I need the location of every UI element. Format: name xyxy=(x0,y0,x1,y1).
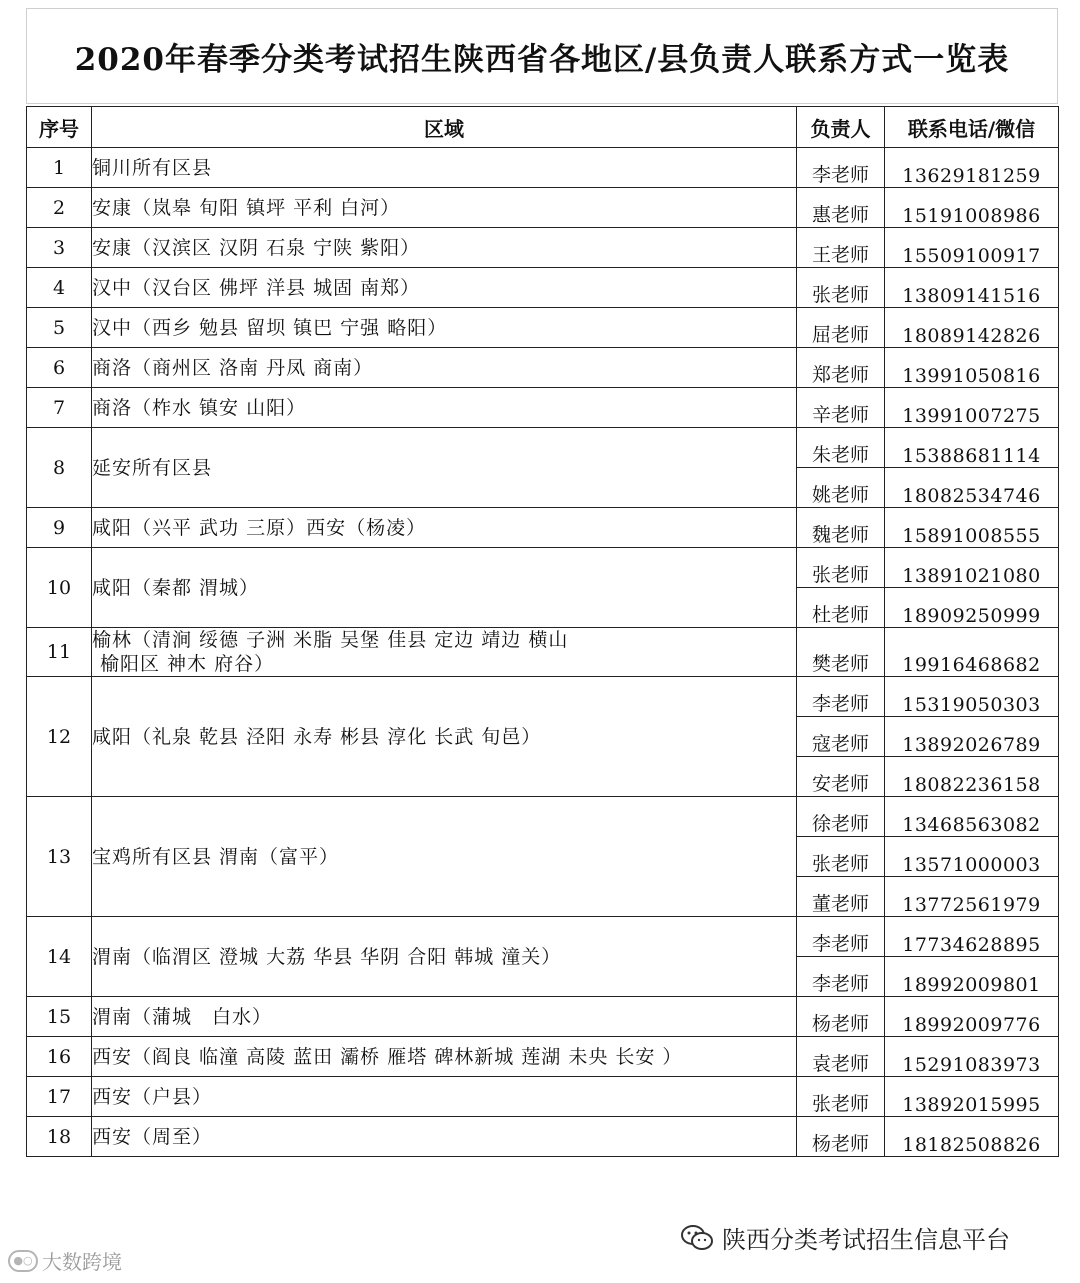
row-region xyxy=(92,148,797,188)
contact-person: 王老师 xyxy=(797,228,885,268)
table-row xyxy=(27,628,1059,677)
contact-phone: 18909250999 xyxy=(885,588,1059,628)
contact-phone: 18992009801 xyxy=(885,957,1059,997)
row-region xyxy=(92,1077,797,1117)
watermark-left xyxy=(8,1246,122,1275)
row-region xyxy=(92,348,797,388)
row-region xyxy=(92,1117,797,1157)
region-line: 安康（汉滨区 汉阴 石泉 宁陕 紫阳） xyxy=(92,236,421,259)
contact-phone: 15291083973 xyxy=(885,1037,1059,1077)
table-row xyxy=(27,797,1059,837)
row-region xyxy=(92,268,797,308)
row-region xyxy=(92,508,797,548)
row-number: 8 xyxy=(27,428,92,508)
header-region: 区域 xyxy=(92,107,797,148)
contact-person: 杨老师 xyxy=(797,1117,885,1157)
row-number: 10 xyxy=(27,548,92,628)
contact-phone: 13629181259 xyxy=(885,148,1059,188)
watermark-left-text: 大数跨境 xyxy=(42,1250,122,1274)
row-number: 18 xyxy=(27,1117,92,1157)
contact-phone: 15509100917 xyxy=(885,228,1059,268)
contact-person: 杨老师 xyxy=(797,997,885,1037)
row-region xyxy=(92,548,797,628)
contact-phone: 13809141516 xyxy=(885,268,1059,308)
contact-phone: 13571000003 xyxy=(885,837,1059,877)
contact-person: 李老师 xyxy=(797,917,885,957)
table-row xyxy=(27,1037,1059,1077)
row-region xyxy=(92,997,797,1037)
contact-person: 徐老师 xyxy=(797,797,885,837)
table-row xyxy=(27,1117,1059,1157)
table-row xyxy=(27,228,1059,268)
region-line: 咸阳（礼泉 乾县 泾阳 永寿 彬县 淳化 长武 旬邑） xyxy=(92,725,542,748)
region-line: 汉中（汉台区 佛坪 洋县 城固 南郑） xyxy=(92,276,421,299)
contact-person: 袁老师 xyxy=(797,1037,885,1077)
row-number: 16 xyxy=(27,1037,92,1077)
table-body xyxy=(27,148,1059,1157)
table-row xyxy=(27,1077,1059,1117)
contact-phone: 13991050816 xyxy=(885,348,1059,388)
table-row xyxy=(27,677,1059,717)
contact-phone: 13892026789 xyxy=(885,717,1059,757)
wechat-icon xyxy=(680,1223,714,1253)
contact-person: 辛老师 xyxy=(797,388,885,428)
contact-person: 魏老师 xyxy=(797,508,885,548)
watermark-right-text: 陕西分类考试招生信息平台 xyxy=(722,1226,1010,1254)
header-phone: 联系电话/微信 xyxy=(885,107,1059,148)
contact-person: 朱老师 xyxy=(797,428,885,468)
contact-person: 姚老师 xyxy=(797,468,885,508)
row-region xyxy=(92,228,797,268)
contact-phone: 15388681114 xyxy=(885,428,1059,468)
table-row xyxy=(27,388,1059,428)
contact-phone: 18089142826 xyxy=(885,308,1059,348)
watermark-right xyxy=(680,1220,1010,1255)
contact-phone: 18992009776 xyxy=(885,997,1059,1037)
contact-person: 屈老师 xyxy=(797,308,885,348)
row-number: 1 xyxy=(27,148,92,188)
contact-phone: 13772561979 xyxy=(885,877,1059,917)
brand-logo-icon: ●○ xyxy=(8,1250,38,1272)
region-line: 安康（岚皋 旬阳 镇坪 平利 白河） xyxy=(92,196,401,219)
contact-person: 郑老师 xyxy=(797,348,885,388)
region-line: 西安（周至） xyxy=(92,1125,213,1148)
table-row xyxy=(27,268,1059,308)
region-line: 西安（户县） xyxy=(92,1085,213,1108)
region-line: 咸阳（兴平 武功 三原）西安（杨凌） xyxy=(92,516,427,539)
row-number: 9 xyxy=(27,508,92,548)
contact-person: 董老师 xyxy=(797,877,885,917)
contact-person: 杜老师 xyxy=(797,588,885,628)
table-row xyxy=(27,428,1059,468)
contact-person: 寇老师 xyxy=(797,717,885,757)
row-number: 11 xyxy=(27,628,92,677)
contact-phone: 15191008986 xyxy=(885,188,1059,228)
row-number: 6 xyxy=(27,348,92,388)
region-line: 渭南（临渭区 澄城 大荔 华县 华阴 合阳 韩城 潼关） xyxy=(92,945,562,968)
region-line: 商洛（柞水 镇安 山阳） xyxy=(92,396,307,419)
header-person: 负责人 xyxy=(797,107,885,148)
region-line: 榆阳区 神木 府谷） xyxy=(100,653,275,675)
row-region xyxy=(92,428,797,508)
table-row xyxy=(27,548,1059,588)
row-number: 13 xyxy=(27,797,92,917)
row-number: 17 xyxy=(27,1077,92,1117)
region-line: 延安所有区县 xyxy=(92,456,213,479)
contact-person: 张老师 xyxy=(797,837,885,877)
region-line: 西安（阎良 临潼 高陵 蓝田 灞桥 雁塔 碑林新城 莲湖 未央 长安 ） xyxy=(92,1045,683,1068)
contact-person: 李老师 xyxy=(797,677,885,717)
region-line: 汉中（西乡 勉县 留坝 镇巴 宁强 略阳） xyxy=(92,316,448,339)
row-region xyxy=(92,628,797,677)
table-row xyxy=(27,348,1059,388)
row-number: 2 xyxy=(27,188,92,228)
row-region xyxy=(92,917,797,997)
row-number: 4 xyxy=(27,268,92,308)
row-region xyxy=(92,1037,797,1077)
contact-person: 张老师 xyxy=(797,268,885,308)
contact-phone: 15891008555 xyxy=(885,508,1059,548)
region-line: 渭南（蒲城 白水） xyxy=(92,1005,273,1028)
contact-phone: 18082534746 xyxy=(885,468,1059,508)
region-line: 宝鸡所有区县 渭南（富平） xyxy=(92,845,340,868)
contact-person: 安老师 xyxy=(797,757,885,797)
row-region xyxy=(92,797,797,917)
header-no: 序号 xyxy=(27,107,92,148)
region-line: 榆林（清涧 绥德 子洲 米脂 吴堡 佳县 定边 靖边 横山 xyxy=(92,629,569,651)
contact-phone: 13468563082 xyxy=(885,797,1059,837)
row-number: 3 xyxy=(27,228,92,268)
table-row xyxy=(27,148,1059,188)
contact-phone: 13891021080 xyxy=(885,548,1059,588)
contact-phone: 19916468682 xyxy=(885,628,1059,677)
table-row xyxy=(27,917,1059,957)
row-number: 7 xyxy=(27,388,92,428)
contact-person: 张老师 xyxy=(797,548,885,588)
row-region xyxy=(92,188,797,228)
row-number: 15 xyxy=(27,997,92,1037)
region-line: 商洛（商州区 洛南 丹凤 商南） xyxy=(92,356,374,379)
header-row xyxy=(27,107,1059,148)
contact-person: 李老师 xyxy=(797,957,885,997)
row-number: 14 xyxy=(27,917,92,997)
contact-person: 惠老师 xyxy=(797,188,885,228)
contact-phone: 18182508826 xyxy=(885,1117,1059,1157)
contact-person: 张老师 xyxy=(797,1077,885,1117)
contact-phone: 13991007275 xyxy=(885,388,1059,428)
contact-person: 李老师 xyxy=(797,148,885,188)
table-row xyxy=(27,188,1059,228)
table-row xyxy=(27,308,1059,348)
table-row xyxy=(27,997,1059,1037)
contact-phone: 15319050303 xyxy=(885,677,1059,717)
contact-phone: 18082236158 xyxy=(885,757,1059,797)
row-number: 12 xyxy=(27,677,92,797)
region-line: 铜川所有区县 xyxy=(92,156,213,179)
contact-phone: 17734628895 xyxy=(885,917,1059,957)
row-region xyxy=(92,308,797,348)
row-region xyxy=(92,677,797,797)
row-region xyxy=(92,388,797,428)
row-number: 5 xyxy=(27,308,92,348)
region-line: 咸阳（秦都 渭城） xyxy=(92,576,260,599)
contact-person: 樊老师 xyxy=(797,628,885,677)
page-title: 2020年春季分类考试招生陕西省各地区/县负责人联系方式一览表 xyxy=(74,41,1010,78)
table-row xyxy=(27,508,1059,548)
title-box xyxy=(26,8,1058,104)
contact-phone: 13892015995 xyxy=(885,1077,1059,1117)
contacts-table xyxy=(26,106,1059,1157)
